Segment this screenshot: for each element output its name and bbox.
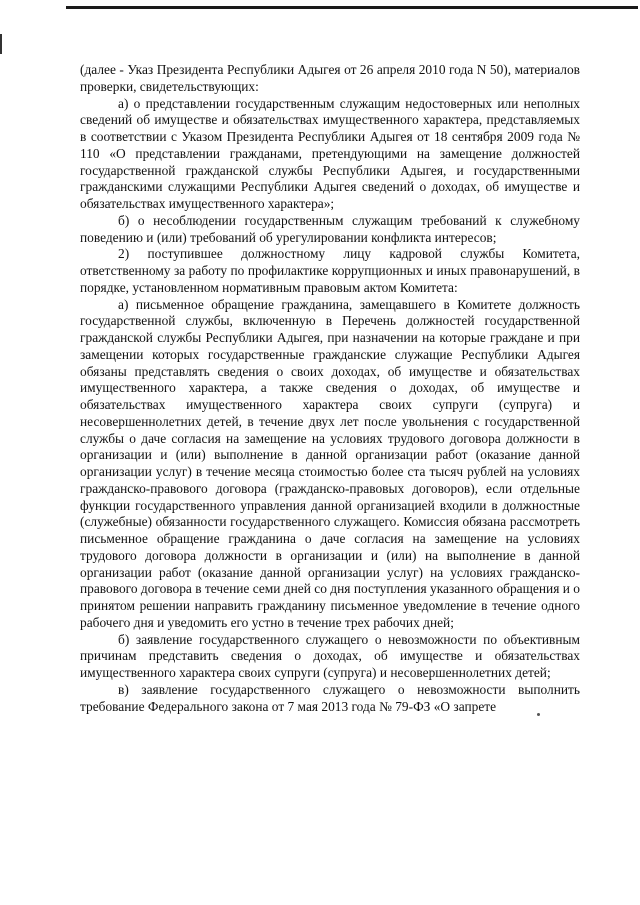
paragraph-intro: (далее - Указ Президента Республики Адыгея от 26 апреля 2010 года N 50), материалов проверки, свидетельствующих:	[80, 62, 580, 94]
paragraph-item-a-citizen-appeal: а) письменное обращение гражданина, замещавшего в Комитете должность государственной службы, включенную в Перечень должностей государственной гражданской службы Республики Адыгея, при назначении на которые граждане и при замещении которых государственные гражданские служащие Республики Адыгея обязаны представлять сведения о своих доходах, об имуществе и обязательствах имущественного характера, а также сведения о доходах, об имуществе и обязательствах имущественного характера своих супруги (супруга) и несовершеннолетних детей, в течение двух лет после увольнения с государственной службы о даче согласия на замещение на условиях трудового договора должности в организации и (или) выполнение в данной организации работ (оказание данной организации услуг) в течение месяца стоимостью более ста тысяч рублей на условиях гражданско-правового договора (гражданско-правовых договоров), если отдельные функции государственного управления данной организацией входили в должностные (служебные) обязанности государственного служащего. Комиссия обязана рассмотреть письменное обращение гражданина о даче согласия на замещение на условиях трудового договора должности в организации и (или) на выполнение в данной организации работ (оказание данной организации услуг) на условиях гражданско-правового договора в течение семи дней со дня поступления указанного обращения и о принятом решении направить гражданину письменное уведомление в течение одного рабочего дня и уведомить его устно в течение трех рабочих дней;	[80, 296, 580, 630]
document-body	[80, 62, 580, 715]
paragraph-item-b-statement: б) заявление государственного служащего о невозможности по объективным причинам представить сведения о доходах, об имуществе и обязательствах имущественного характера своих супруги (супруга) и несовершеннолетних детей;	[80, 631, 580, 680]
paragraph-item-2-received: 2) поступившее должностному лицу кадровой службы Комитета, ответственному за работу по профилактике коррупционных и иных правонарушений, в порядке, установленном нормативным правовым актом Комитета:	[80, 246, 580, 295]
scan-edge-line	[66, 6, 638, 9]
scan-edge-mark	[0, 34, 2, 54]
paragraph-item-v-statement: в) заявление государственного служащего о невозможности выполнить требование Федерального закона от 7 мая 2013 года № 79-ФЗ «О запрете	[80, 681, 580, 714]
paragraph-item-b-conduct: б) о несоблюдении государственным служащим требований к служебному поведению и (или) требований об урегулировании конфликта интересов;	[80, 212, 580, 245]
scan-speck	[537, 713, 540, 716]
paragraph-item-a-false-info: а) о представлении государственным служащим недостоверных или неполных сведений об имуществе и обязательствах имущественного характера, представляемых в соответствии с Указом Президента Республики Адыгея от 18 сентября 2009 года № 110 «О представлении гражданами, претендующими на замещение должностей государственной гражданской службы Республики Адыгея, и государственными гражданскими служащими Республики Адыгея сведений о доходах, об имуществе и обязательствах имущественного характера»;	[80, 95, 580, 211]
